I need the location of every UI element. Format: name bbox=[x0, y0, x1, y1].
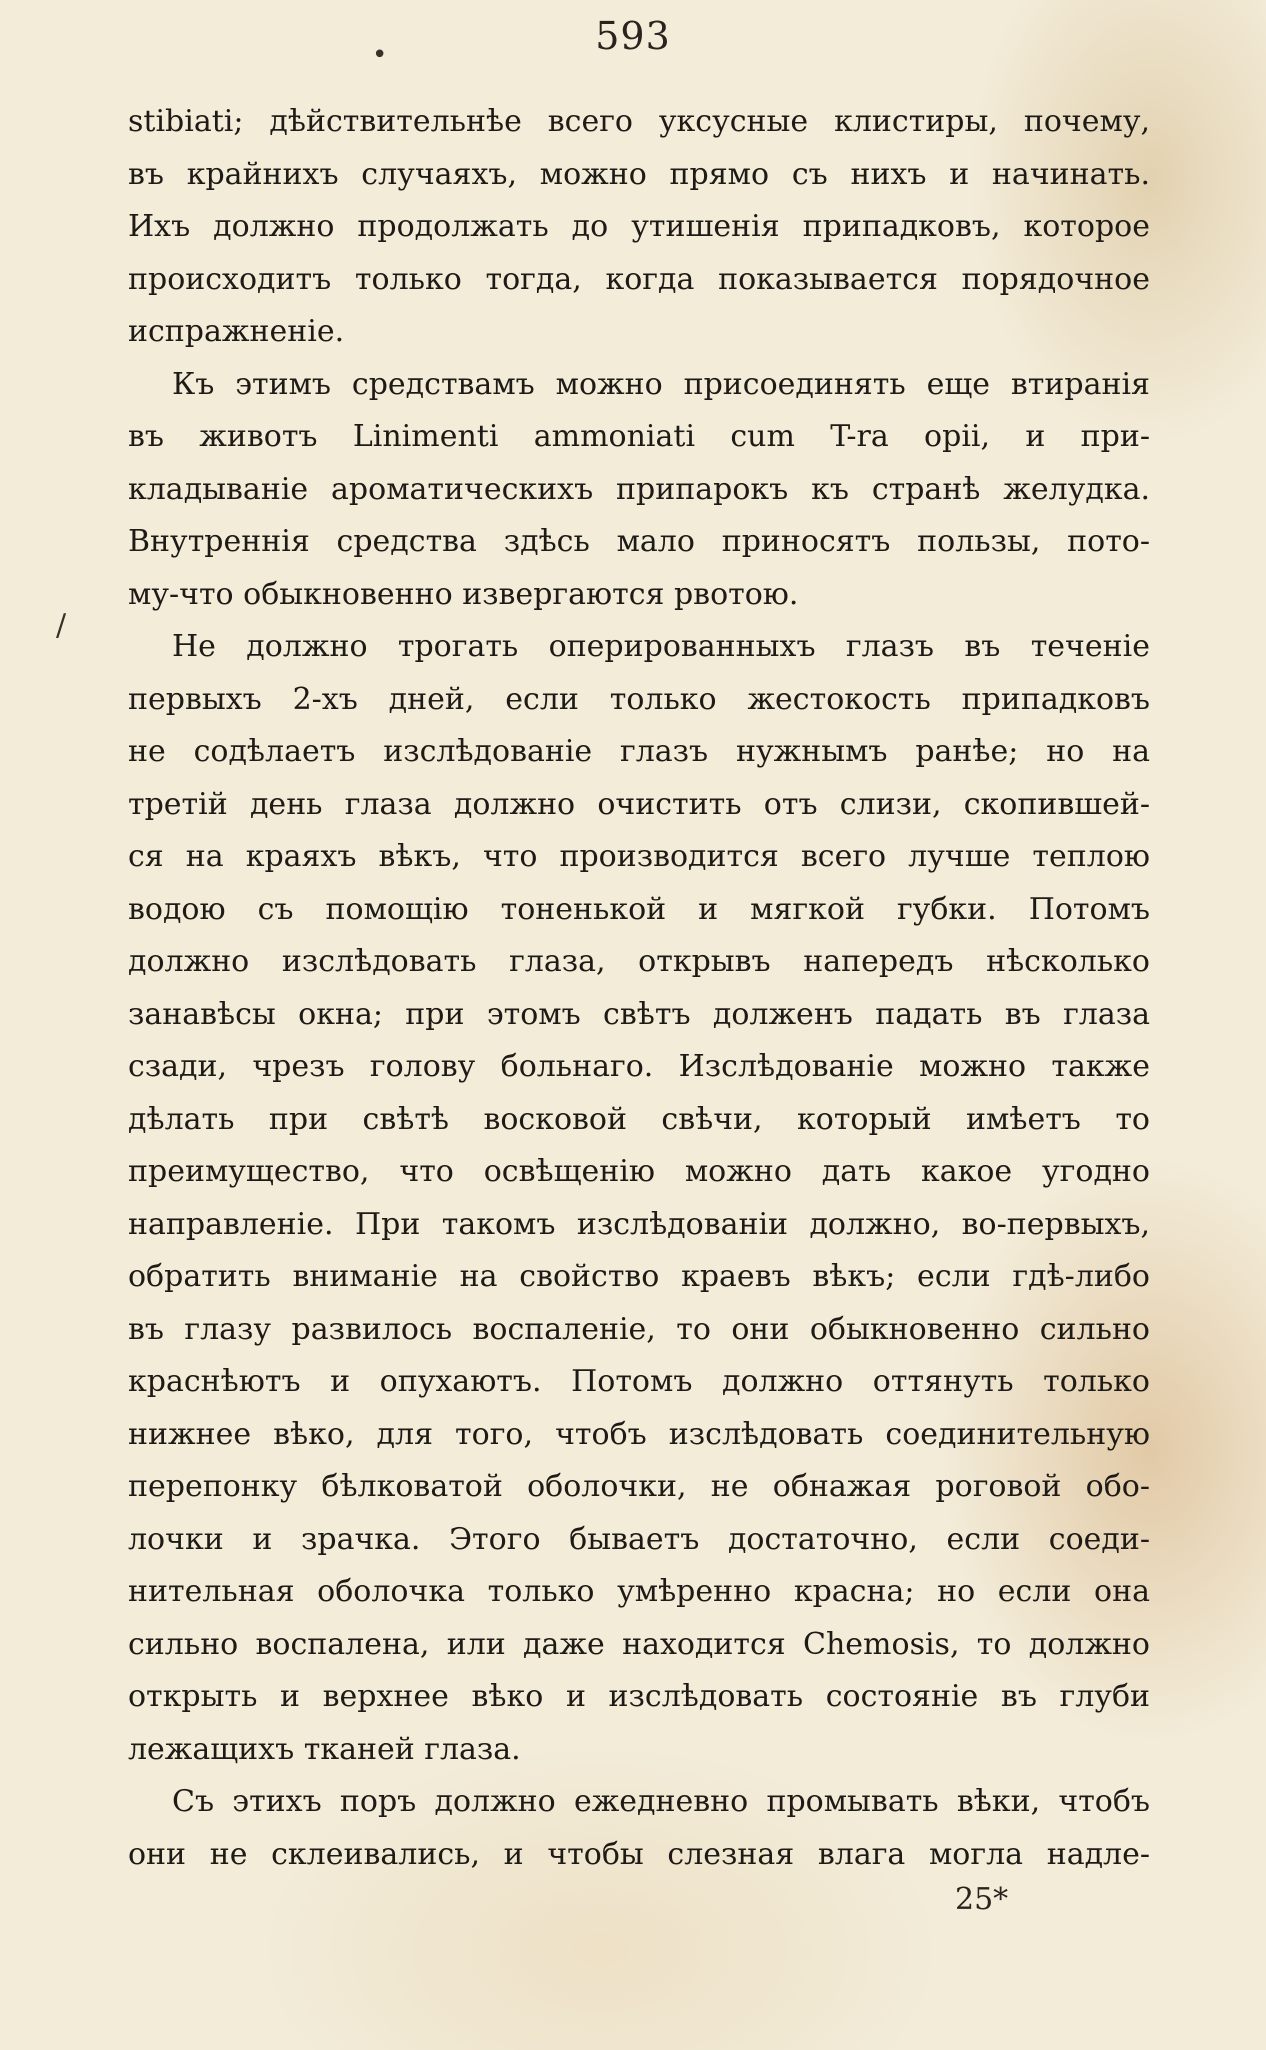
ink-dot: • bbox=[372, 40, 388, 70]
text-line: краснѣютъ и опухаютъ. Потомъ должно оттянуть только bbox=[128, 1364, 1150, 1399]
text-line: stibiati; дѣйствительнѣе всего уксусные клистиры, почему, bbox=[128, 104, 1150, 139]
text-line: нительная оболочка только умѣренно красна; но если она bbox=[128, 1574, 1150, 1609]
text-line: не содѣлаетъ изслѣдованіе глазъ нужнымъ ранѣе; но на bbox=[128, 734, 1150, 769]
text-line: кладываніе ароматическихъ припарокъ къ странѣ желудка. bbox=[128, 471, 1150, 507]
text-line: должно изслѣдовать глаза, открывъ напередъ нѣсколько bbox=[128, 944, 1150, 979]
text-line: первыхъ 2-хъ дней, если только жестокость припадковъ bbox=[128, 681, 1150, 717]
text-line: лежащихъ тканей глаза. bbox=[128, 1731, 521, 1767]
margin-stroke: / bbox=[56, 608, 67, 643]
text-line: они не склеивались, и чтобы слезная влага могла надле- bbox=[128, 1836, 1150, 1872]
text-line: преимущество, что освѣщенію можно дать какое угодно bbox=[128, 1154, 1150, 1189]
text-line: сзади, чрезъ голову больнаго. Изслѣдованіе можно также bbox=[128, 1049, 1150, 1084]
text-line: въ глазу развилось воспаленіе, то они обыкновенно сильно bbox=[128, 1311, 1150, 1347]
text-line: испражненіе. bbox=[128, 314, 345, 349]
text-line: Къ этимъ средствамъ можно присоединять еще втиранія bbox=[172, 366, 1150, 402]
text-line: дѣлать при свѣтѣ восковой свѣчи, который имѣетъ то bbox=[128, 1101, 1150, 1137]
page-number: 593 bbox=[595, 14, 671, 58]
text-line: открыть и верхнее вѣко и изслѣдовать состояніе въ глуби bbox=[128, 1679, 1150, 1714]
text-line: обратить вниманіе на свойство краевъ вѣкъ; если гдѣ-либо bbox=[128, 1259, 1150, 1294]
text-line: третій день глаза должно очистить отъ слизи, скопившей- bbox=[128, 786, 1150, 822]
body-text bbox=[128, 96, 1150, 1881]
text-line: му-что обыкновенно извергаются рвотою. bbox=[128, 576, 799, 612]
text-line: водою съ помощію тоненькой и мягкой губки. Потомъ bbox=[128, 891, 1150, 927]
text-line: направленіе. При такомъ изслѣдованіи должно, во-первыхъ, bbox=[128, 1206, 1150, 1242]
text-line: перепонку бѣлковатой оболочки, не обнажая роговой обо- bbox=[128, 1469, 1150, 1504]
text-line: происходитъ только тогда, когда показывается порядочное bbox=[128, 261, 1150, 297]
text-line: Не должно трогать оперированныхъ глазъ въ теченіе bbox=[172, 629, 1150, 664]
text-line: сильно воспалена, или даже находится Chemosis, то должно bbox=[128, 1626, 1150, 1662]
text-line: въ животъ Linimenti ammoniati cum T-ra opii, и при- bbox=[128, 419, 1150, 454]
text-line: ся на краяхъ вѣкъ, что производится всего лучше теплою bbox=[128, 839, 1150, 874]
text-line: нижнее вѣко, для того, чтобъ изслѣдовать соединительную bbox=[128, 1416, 1150, 1452]
text-line: Внутреннія средства здѣсь мало приносятъ пользы, пото- bbox=[128, 524, 1150, 559]
text-line: Съ этихъ поръ должно ежедневно промывать вѣки, чтобъ bbox=[172, 1784, 1150, 1819]
text-line: занавѣсы окна; при этомъ свѣтъ долженъ падать въ глаза bbox=[128, 996, 1150, 1032]
text-line: въ крайнихъ случаяхъ, можно прямо съ нихъ и начинать. bbox=[128, 156, 1150, 192]
text-line: Ихъ должно продолжать до утишенія припадковъ, которое bbox=[128, 209, 1150, 244]
signature-mark: 25* bbox=[955, 1882, 1009, 1917]
text-line: лочки и зрачка. Этого бываетъ достаточно, если соеди- bbox=[128, 1521, 1150, 1557]
